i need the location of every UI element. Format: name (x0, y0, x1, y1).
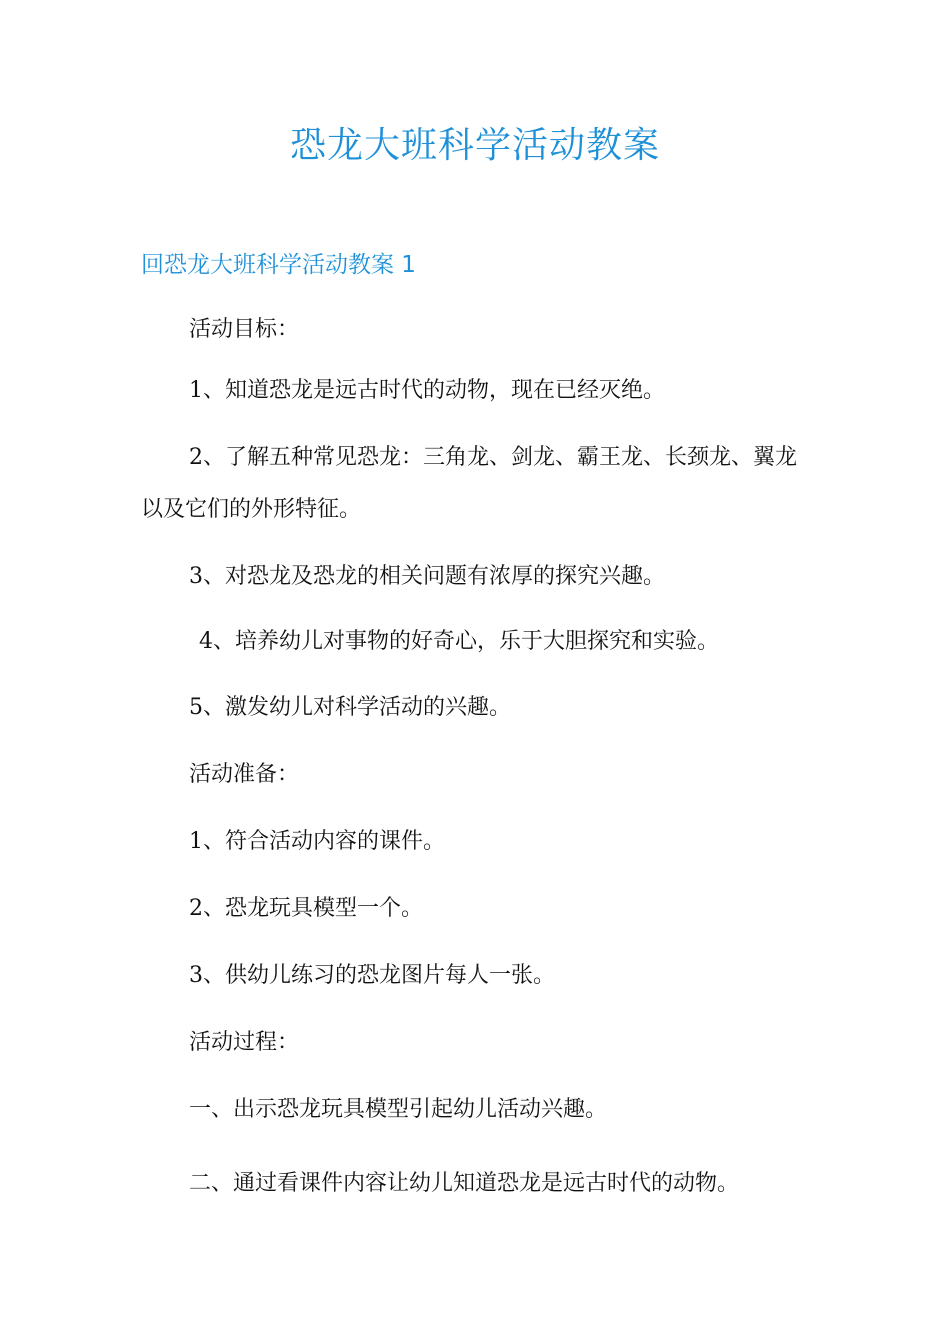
paragraph-process-2: 二、通过看课件内容让幼儿知道恐龙是远古时代的动物。 (189, 1171, 740, 1196)
paragraph-prep-1: 1、符合活动内容的课件。 (189, 829, 445, 854)
paragraph-goal-2: 2、了解五种常见恐龙：三角龙、剑龙、霸王龙、长颈龙、翼龙以及它们的外形特征。 (141, 445, 797, 522)
paragraph-process-1: 一、出示恐龙玩具模型引起幼儿活动兴趣。 (189, 1097, 608, 1122)
paragraph-goals-label: 活动目标： (189, 317, 300, 342)
paragraph-goal-3: 3、对恐龙及恐龙的相关问题有浓厚的探究兴趣。 (189, 564, 665, 589)
paragraph-goal-1: 1、知道恐龙是远古时代的动物，现在已经灭绝。 (189, 378, 665, 403)
paragraph-goal-5: 5、激发幼儿对科学活动的兴趣。 (189, 695, 511, 720)
paragraph-prep-3: 3、供幼儿练习的恐龙图片每人一张。 (189, 963, 555, 988)
document-title: 恐龙大班科学活动教案 (289, 125, 660, 166)
section-heading: 回恐龙大班科学活动教案 1 (141, 252, 416, 278)
paragraph-prep-label: 活动准备： (189, 762, 300, 787)
paragraph-process-label: 活动过程： (189, 1030, 300, 1055)
paragraph-prep-2: 2、恐龙玩具模型一个。 (189, 896, 423, 921)
paragraph-goal-4: 4、培养幼儿对事物的好奇心，乐于大胆探究和实验。 (199, 629, 719, 654)
